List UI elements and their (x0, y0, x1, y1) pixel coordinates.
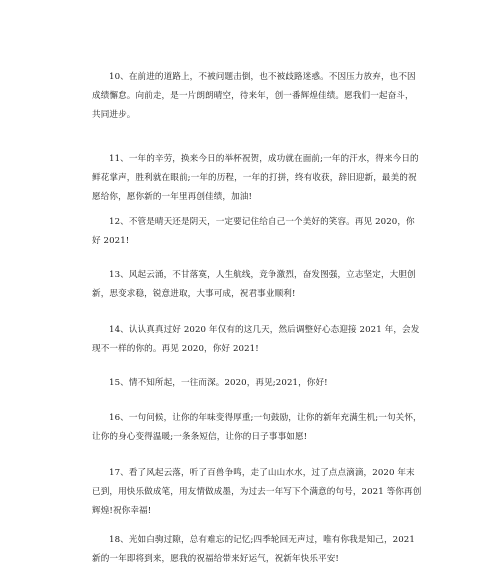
paragraph-13: 13、风起云涌，不甘落寞，人生航线，竞争激烈，奋发图强，立志坚定，大胆创新，思变求稳，锐意进取，大事可成，祝君事业顺利! (92, 270, 416, 299)
paragraph-17: 17、看了风起云落，听了百兽争鸣，走了山山水水，过了点点滴滴，2020 年末已到，用快乐做成笔，用友情做成墨，为过去一年写下个满意的句号，2021 等你再创辉煌!祝你幸福! (92, 468, 422, 516)
paragraph-12: 12、不管是晴天还是阴天，一定要记住给自己一个美好的笑容。再见 2020，你好 2021! (92, 217, 415, 246)
paragraph-18: 18、光如白驹过隙，总有难忘的记忆;四季轮回无声过，唯有你我是知己，2021 新的一年即将到来，愿我的祝福给带来好运气，祝新年快乐平安! (92, 535, 415, 564)
paragraph-11: 11、一年的辛劳，换来今日的举杯祝贺，成功就在面前;一年的汗水，得来今日的鲜花掌声，胜利就在眼前;一年的历程，一年的打拼，终有收获，辞旧迎新，最美的祝愿给你，愿你新的一年里再创佳绩，加油! (92, 154, 419, 202)
paragraph-15: 15、情不知所起，一往而深。2020，再见;2021，你好! (109, 378, 328, 388)
paragraph-16: 16、一句问候，让你的年味变得厚重;一句鼓励，让你的新年充满生机;一句关怀，让你的身心变得温暖;一条条短信，让你的日子事事如愿! (92, 413, 422, 442)
paragraph-10: 10、在前进的道路上，不被问题击倒，也不被歧路迷惑。不因压力放弃，也不因成绩懈怠。向前走，是一片朗朗晴空，待来年，创一番辉煌佳绩。愿我们一起奋斗，共同进步。 (92, 72, 416, 120)
paragraph-14: 14、认认真真过好 2020 年仅有的这几天，然后调整好心态迎接 2021 年，会发现不一样的你的。再见 2020，你好 2021! (92, 325, 420, 354)
